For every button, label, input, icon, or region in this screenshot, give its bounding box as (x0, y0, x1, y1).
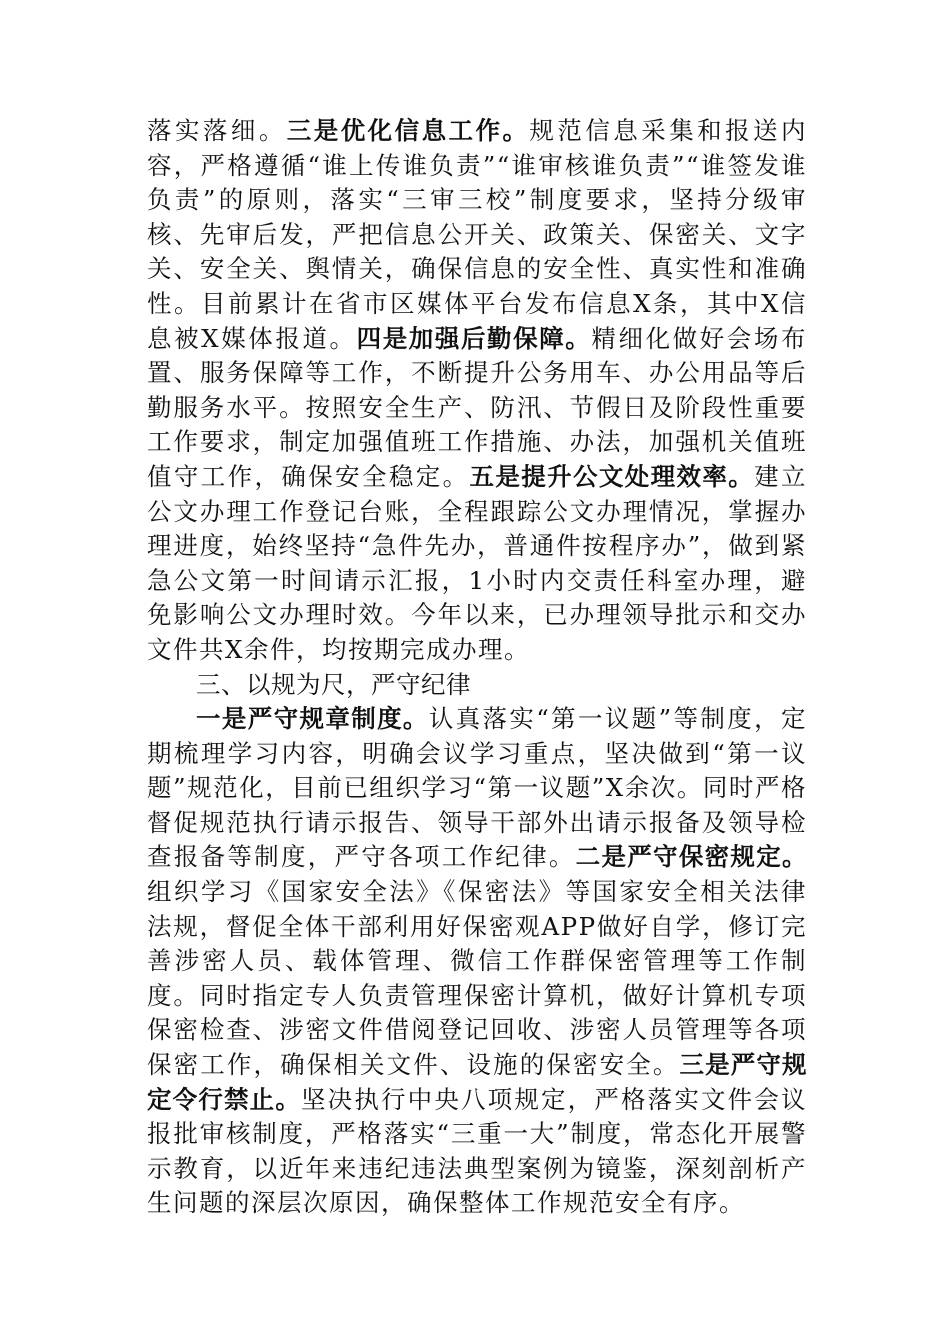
bold-lead-prohibitions: 三是严守规定令行禁止。 (147, 1050, 807, 1114)
paragraph-work-measures (147, 114, 807, 668)
bold-lead-rules: 一是严守规章制度。 (196, 704, 429, 734)
bold-lead-logistics: 四是加强后勤保障。 (356, 323, 592, 353)
text-run: 认真落实“第一议题”等制度，定期梳理学习内容，明确会议学习重点，坚决做到“第一议题”规范化，目前已组织学习“第一议题”X余次。同时严格督促规范执行请示报告、领导干部外出请示报备及领导检查报备等制度，严守各项工作纪律。 (147, 704, 807, 872)
bold-lead-secrecy: 二是严守保密规定。 (575, 842, 808, 872)
text-run: 组织学习《国家安全法》《保密法》等国家安全相关法律法规，督促全体干部利用好保密观APP做好自学，修订完善涉密人员、载体管理、微信工作群保密管理等工作制度。同时指定专人负责管理保密计算机，做好计算机专项保密检查、涉密文件借阅登记回收、涉密人员管理等各项保密工作，确保相关文件、设施的保密安全。 (147, 877, 807, 1080)
text-run: 落实落细。 (147, 116, 287, 145)
text-run: 规范信息采集和报送内容，严格遵循“谁上传谁负责”“谁审核谁负责”“谁签发谁负责”的原则，落实“三审三校”制度要求，坚持分级审核、先审后发，严把信息公开关、政策关、保密关、文字关、安全关、舆情关，确保信息的安全性、真实性和准确性。目前累计在省市区媒体平台发布信息X条，其中X信息被X媒体报道。 (147, 116, 808, 353)
text-run: 建立公文办理工作登记台账，全程跟踪公文办理情况，掌握办理进度，始终坚持“急件先办，普通件按程序办”，做到紧急公文第一时间请示汇报，1小时内交责任科室办理，避免影响公文办理时效。今年以来，已办理领导批示和交办文件共X余件，均按期完成办理。 (147, 461, 807, 664)
text-run: 精细化做好会场布置、服务保障等工作，不断提升公务用车、办公用品等后勤服务水平。按照安全生产、防汛、节假日及阶段性重要工作要求，制定加强值班工作措施、办法，加强机关值班值守工作，确保安全稳定。 (147, 323, 808, 491)
bold-lead-optimize-info: 三是优化信息工作。 (286, 116, 530, 145)
paragraph-discipline (147, 702, 807, 1221)
text-run: 坚决执行中央八项规定，严格落实文件会议报批审核制度，严格落实“三重一大”制度，常态化开展警示教育，以近年来违纪违法典型案例为镜鉴，深刻剖析产生问题的深层次原因，确保整体工作规范安全有序。 (147, 1084, 807, 1218)
document-page (147, 114, 807, 1221)
bold-lead-document-efficiency: 五是提升公文处理效率。 (469, 461, 755, 491)
section-heading: 三、以规为尺，严守纪律 (196, 669, 471, 699)
